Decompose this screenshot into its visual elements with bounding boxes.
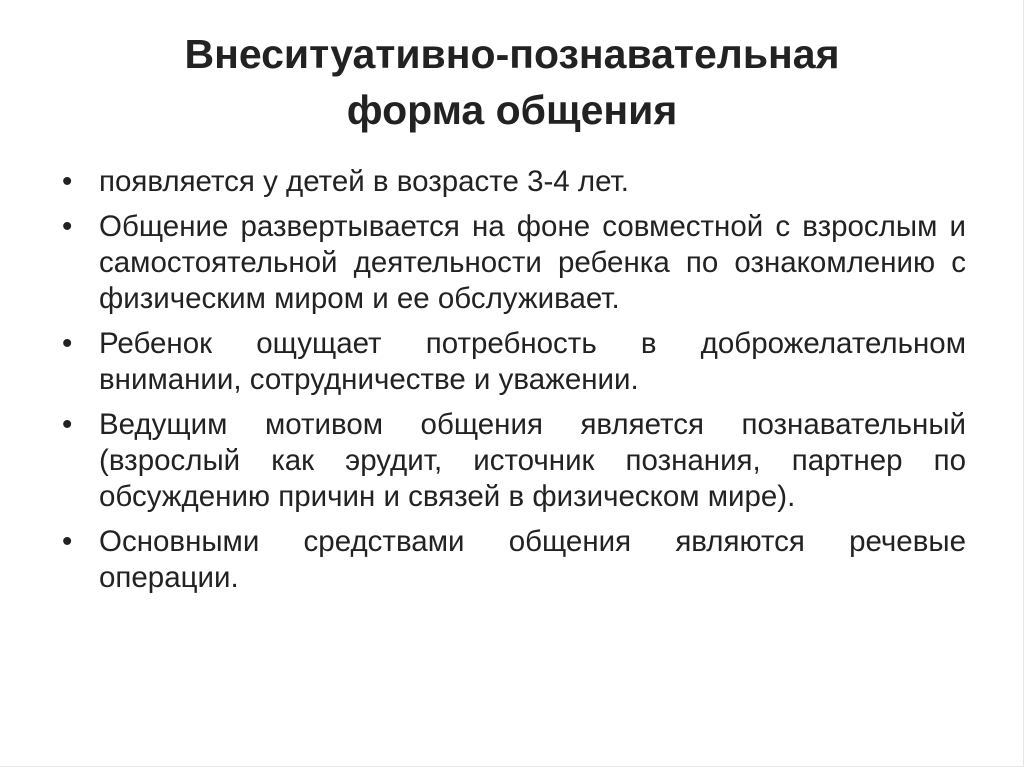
bullet-item-4 — [62, 407, 966, 515]
bullet-dot-icon: • — [62, 327, 73, 360]
slide-title — [80, 26, 944, 138]
bullet-dot-icon: • — [62, 210, 73, 243]
title-line-1: Внеситуативно-познавательная — [184, 31, 840, 77]
bullet-dot-icon: • — [62, 408, 73, 441]
bullet-item-5 — [62, 524, 966, 596]
bullet-text-4: Ведущим мотивом общения является познавательный (взрослый как эрудит, источник познания, партнер по обсуждению причин и связей в физическом мире). — [99, 408, 966, 513]
bullet-item-1 — [62, 164, 966, 200]
bullet-text-5: Основными средствами общения являются речевые операции. — [99, 525, 966, 594]
bullet-item-3 — [62, 326, 966, 398]
bullet-list — [62, 164, 966, 605]
bullet-text-3: Ребенок ощущает потребность в доброжелательном внимании, сотрудничестве и уважении. — [99, 327, 966, 396]
title-line-2: форма общения — [346, 87, 678, 133]
bullet-dot-icon: • — [62, 165, 73, 198]
bullet-text-1: появляется у детей в возрасте 3-4 лет. — [99, 165, 629, 198]
bullet-text-2: Общение развертывается на фоне совместной с взрослым и самостоятельной деятельности ребенка по ознакомлению с физическим миром и ее обслуживает. — [99, 210, 966, 315]
bullet-dot-icon: • — [62, 525, 73, 558]
bullet-item-2 — [62, 209, 966, 317]
